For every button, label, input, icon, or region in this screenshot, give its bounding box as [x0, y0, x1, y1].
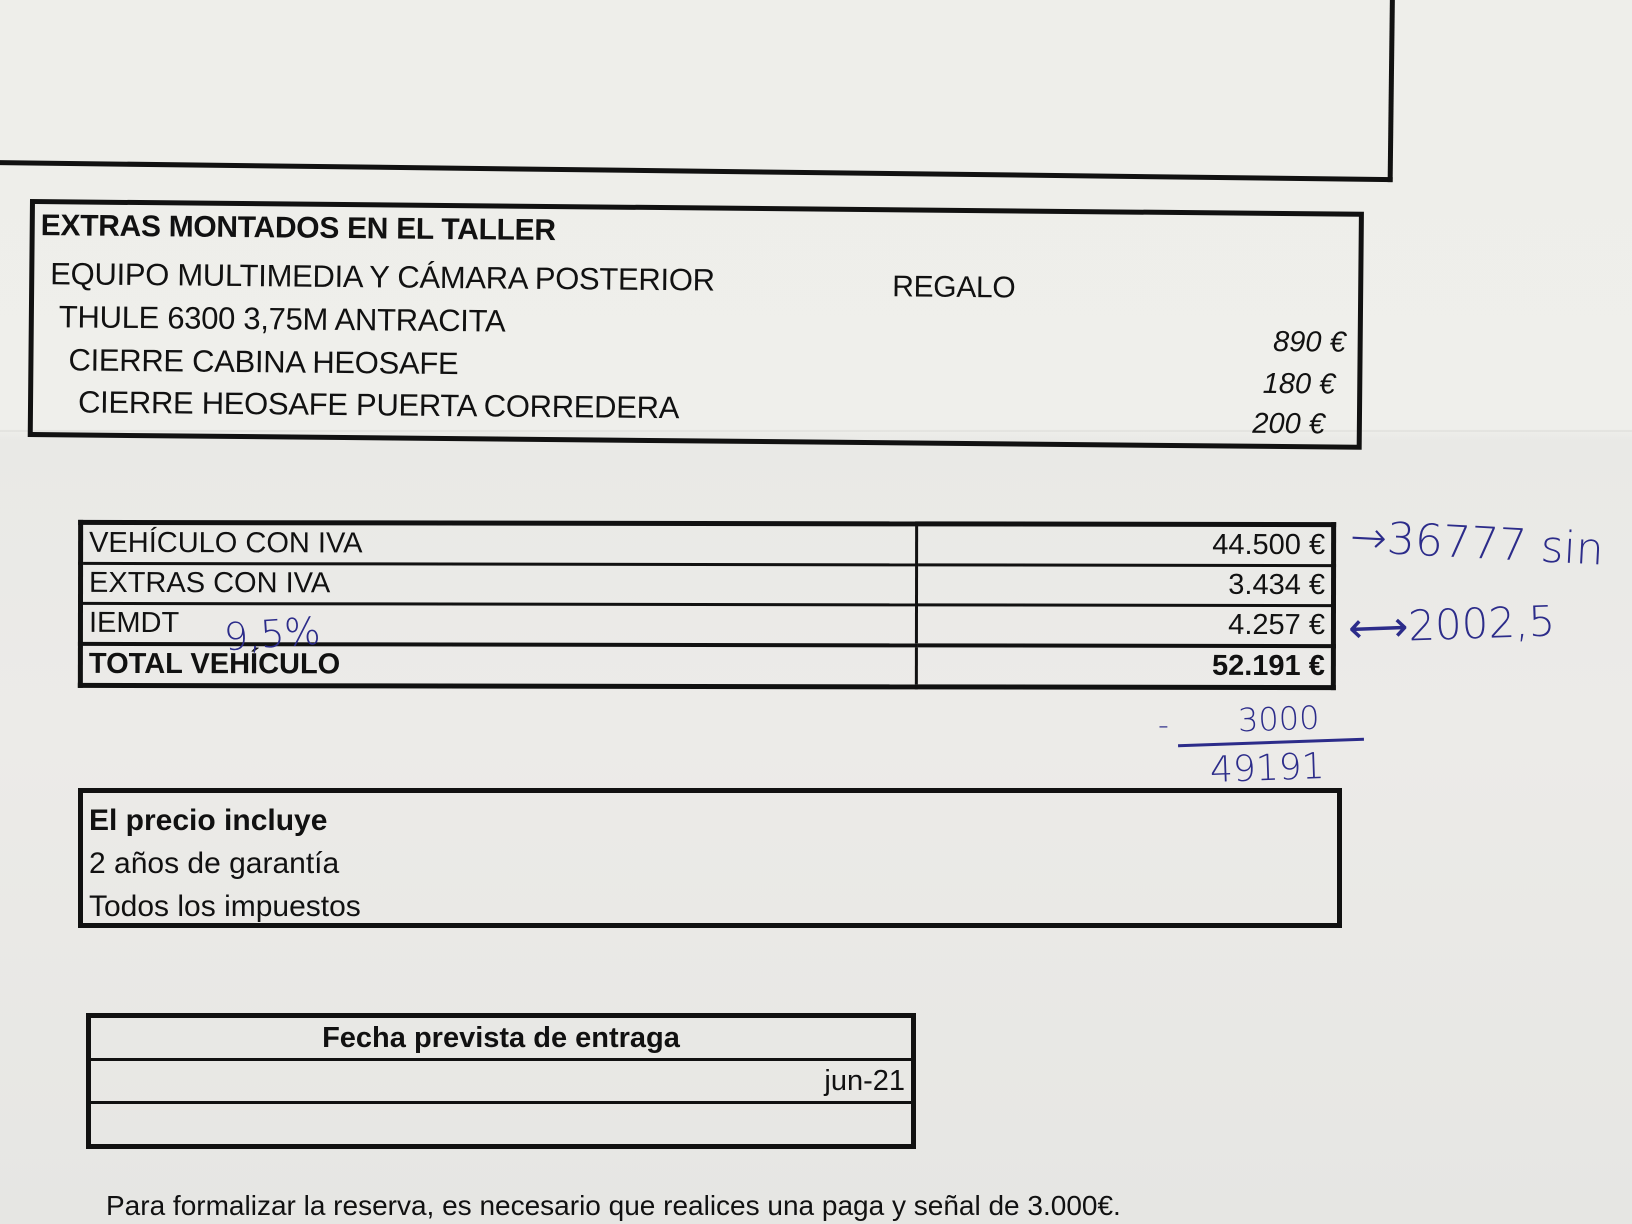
- includes-item: Todos los impuestos: [89, 890, 361, 923]
- totals-value: 3.434 €: [917, 565, 1334, 606]
- extras-item-price: 890 €: [1272, 325, 1346, 359]
- extras-item-label: EQUIPO MULTIMEDIA Y CÁMARA POSTERIOR: [50, 256, 715, 298]
- extras-item-label: CIERRE HEOSAFE PUERTA CORREDERA: [77, 384, 680, 426]
- extras-title: EXTRAS MONTADOS EN EL TALLER: [40, 209, 556, 248]
- extras-section: [28, 199, 1364, 450]
- totals-label: TOTAL VEHÍCULO: [80, 644, 916, 687]
- totals-label: IEMDT: [80, 603, 916, 645]
- table-row: [89, 1060, 914, 1103]
- extras-item-price: 180 €: [1262, 367, 1336, 401]
- handwritten-iemdt-note: ⟷2002,5: [1347, 596, 1556, 653]
- table-row: [89, 1016, 914, 1060]
- includes-title: El precio incluye: [89, 804, 328, 837]
- delivery-date: jun-21: [89, 1060, 914, 1103]
- includes-section: [78, 788, 1342, 928]
- handwritten-result: 49191: [1209, 746, 1326, 791]
- includes-item: 2 años de garantía: [89, 847, 340, 880]
- totals-value: 4.257 €: [916, 605, 1333, 646]
- top-frame: [0, 0, 1395, 182]
- extras-item-label: CIERRE CABINA HEOSAFE: [68, 342, 459, 382]
- table-row: [89, 1103, 914, 1147]
- totals-value: 44.500 €: [917, 524, 1334, 566]
- totals-table: [78, 520, 1336, 690]
- totals-value: 52.191 €: [916, 645, 1333, 687]
- table-row: [81, 522, 1334, 565]
- handwritten-sum-line: [1178, 738, 1364, 747]
- handwritten-vehicle-note: →36777 sin: [1348, 511, 1606, 576]
- handwritten-deposit: 3000: [1237, 698, 1321, 740]
- extras-item-price: REGALO: [892, 270, 1016, 305]
- delivery-empty-cell: [89, 1103, 914, 1147]
- table-row: [81, 563, 1334, 605]
- handwritten-iemdt-percent: 9,5%: [222, 608, 322, 660]
- totals-label: EXTRAS CON IVA: [81, 563, 917, 604]
- extras-item-label: THULE 6300 3,75M ANTRACITA: [58, 299, 506, 339]
- handwritten-minus: -: [1158, 708, 1169, 743]
- delivery-table: [86, 1013, 916, 1149]
- totals-label: VEHÍCULO CON IVA: [81, 522, 917, 564]
- footer-note: Para formalizar la reserva, es necesario que realices una paga y señal de 3.000€.: [106, 1190, 1121, 1221]
- extras-item-price: 200 €: [1252, 407, 1326, 441]
- delivery-header: Fecha prevista de entraga: [89, 1016, 914, 1060]
